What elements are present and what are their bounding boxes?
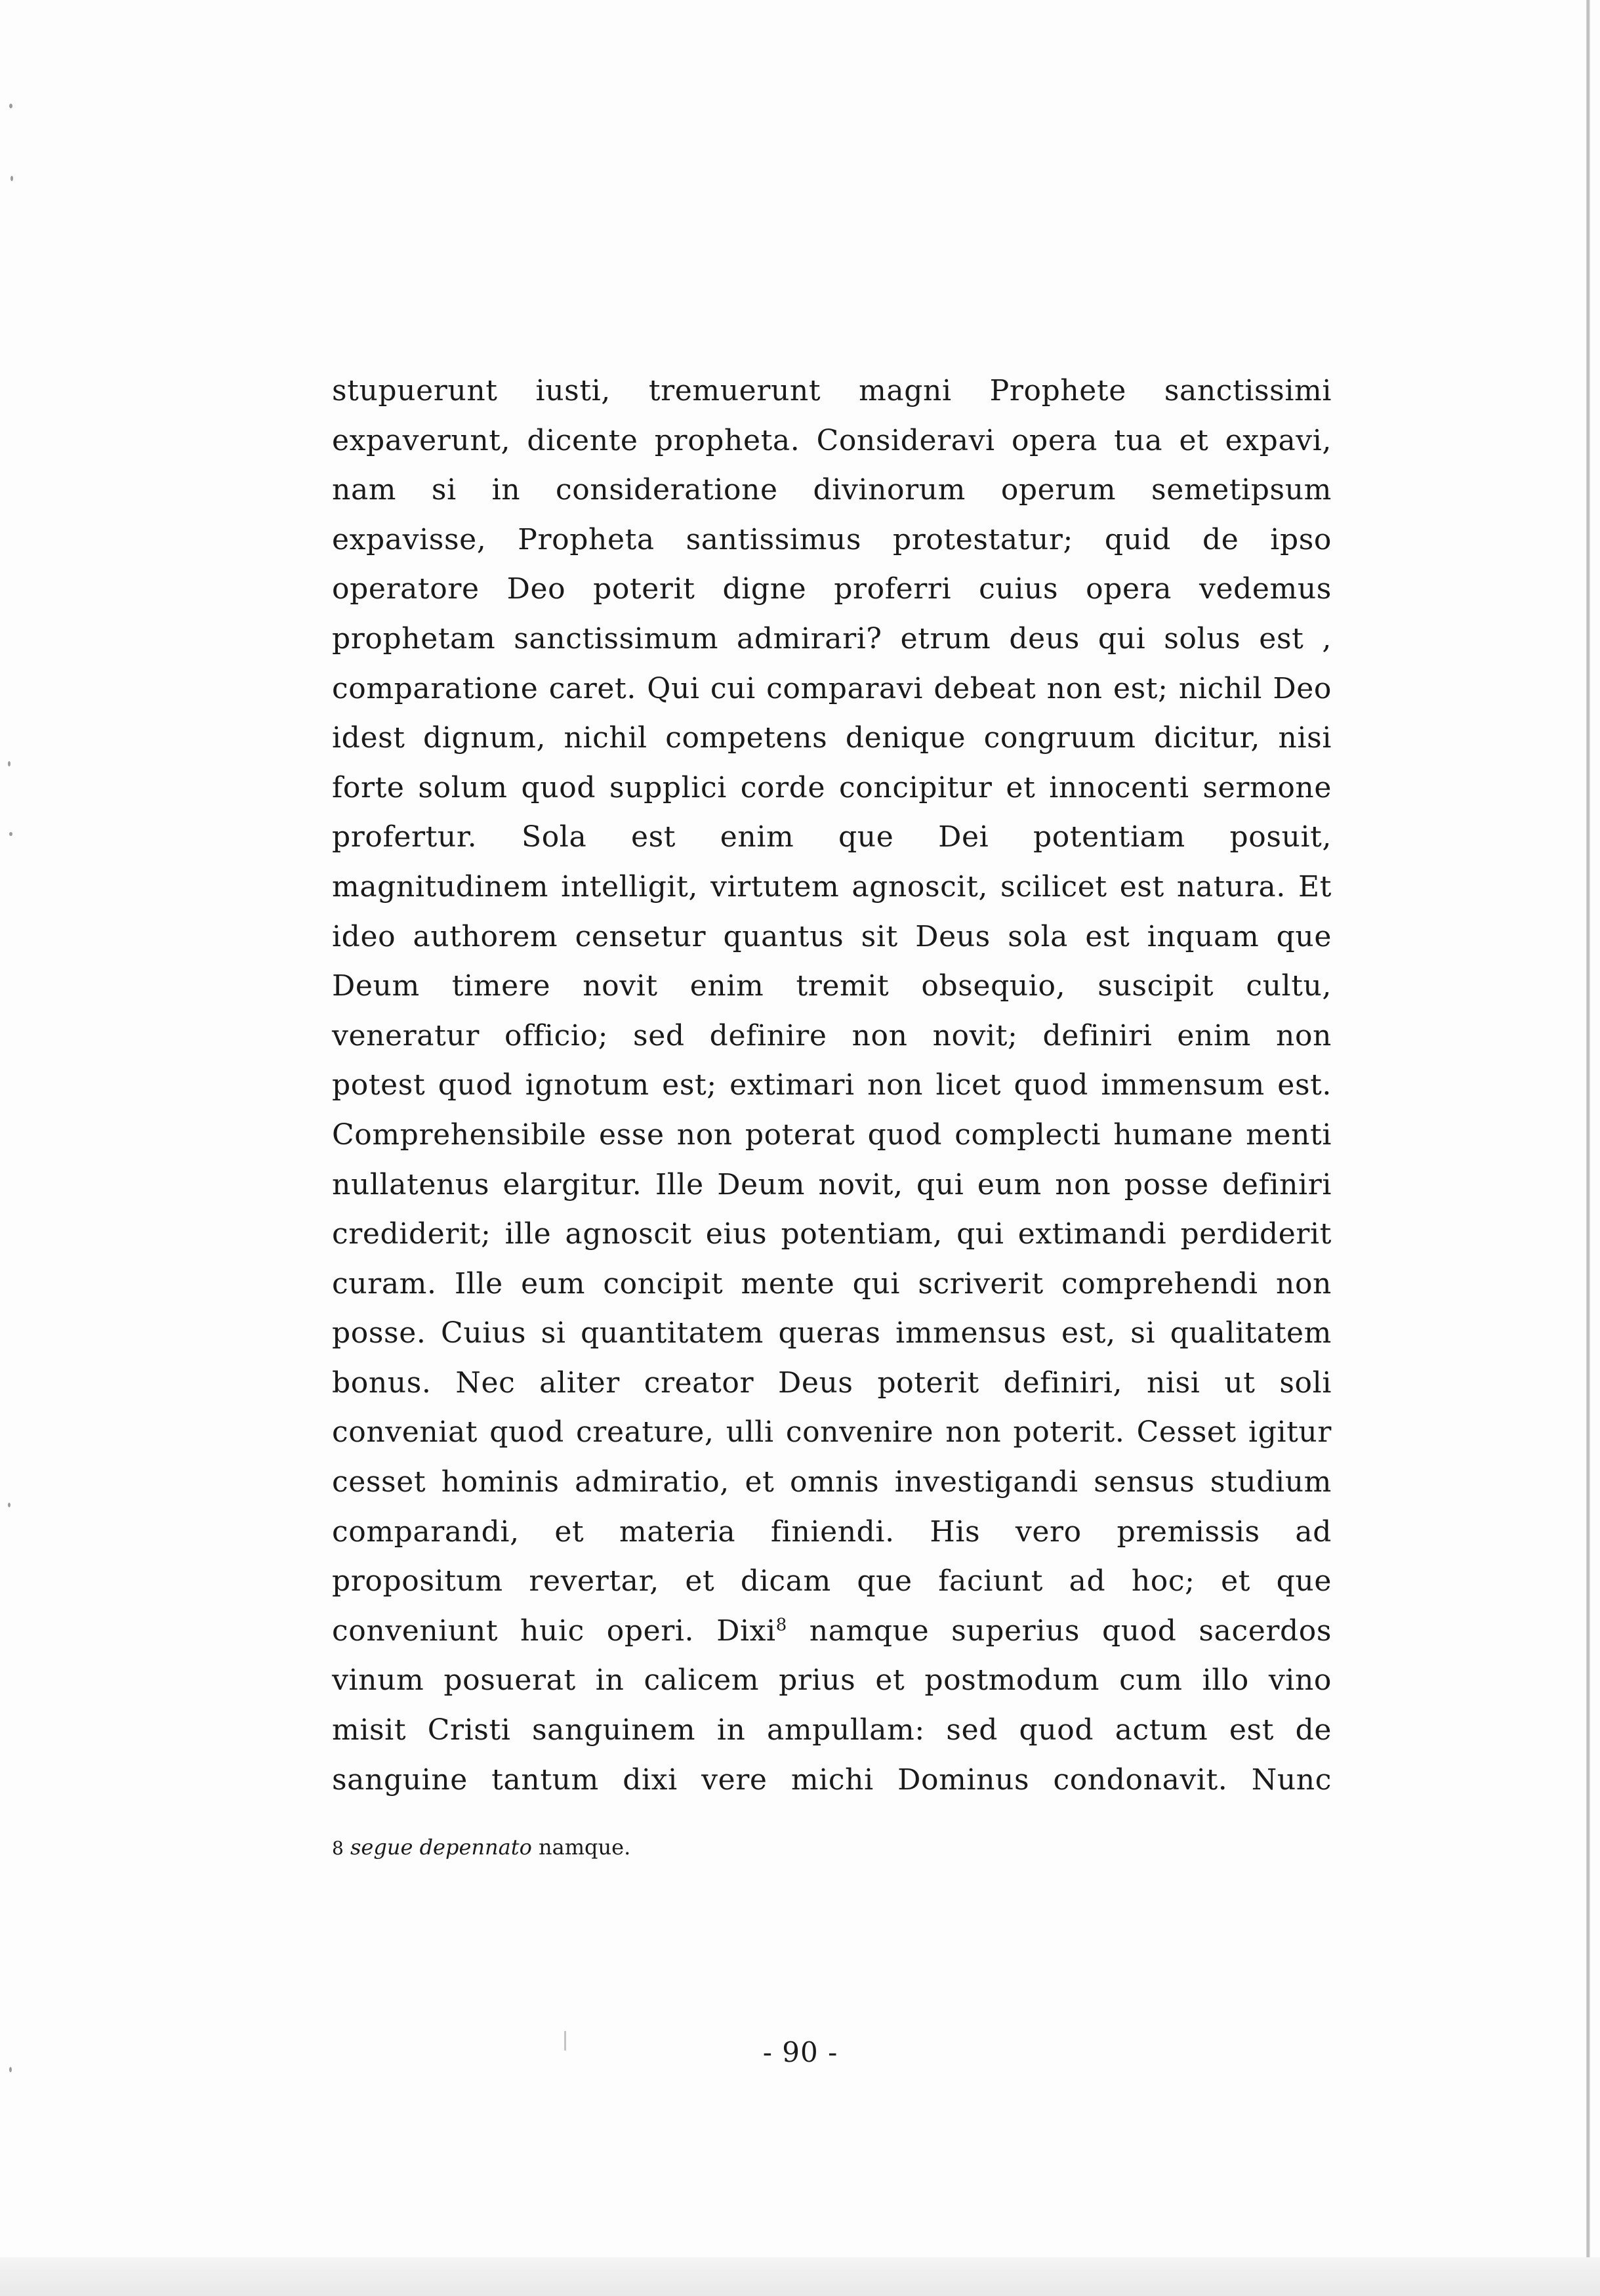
text-line: forte solum quod supplici corde concipitur et innocenti sermone — [332, 770, 1332, 804]
text-line: expaverunt, dicente propheta. Consideravi opera tua et expavi, — [332, 423, 1332, 457]
text-line: ideo authorem censetur quantus sit Deus sola est inquam que — [332, 919, 1332, 953]
footnote-text: namque. — [539, 1835, 631, 1860]
footnote-reference[interactable]: 8 — [775, 1615, 787, 1635]
text-line: potest quod ignotum est; extimari non licet quod immensum est. — [332, 1068, 1332, 1102]
footnote-marker: 8 — [332, 1837, 344, 1859]
text-line: bonus. Nec aliter creator Deus poterit definiri, nisi ut soli — [332, 1366, 1332, 1400]
text-line: comparandi, et materia finiendi. His vero premissis ad — [332, 1514, 1332, 1549]
text-line: prophetam sanctissimum admirari? etrum deus qui solus est , — [332, 621, 1332, 656]
page-bottom-margin — [0, 2257, 1600, 2296]
body-text — [332, 366, 1332, 1805]
text-line: crediderit; ille agnoscit eius potentiam, qui extimandi perdiderit — [332, 1217, 1332, 1251]
text-line: comparatione caret. Qui cui comparavi debeat non est; nichil Deo — [332, 671, 1332, 705]
text-line: nam si in consideratione divinorum operum semetipsum — [332, 473, 1332, 507]
scan-speck — [10, 176, 13, 181]
scan-speck — [8, 761, 10, 766]
scan-speck — [8, 1503, 10, 1507]
scan-speck — [9, 2067, 12, 2072]
text-line-start: conveniunt huic operi. — [332, 1614, 695, 1648]
text-line-word: Dixi — [716, 1614, 776, 1648]
text-line: profertur. Sola est enim que Dei potentiam posuit, — [332, 820, 1332, 854]
text-line: Comprehensibile esse non poterat quod complecti humane menti — [332, 1117, 1332, 1152]
text-line: magnitudinem intelligit, virtutem agnoscit, scilicet est natura. Et — [332, 869, 1332, 904]
text-line: operatore Deo poterit digne proferri cuius opera vedemus — [332, 572, 1332, 606]
footnote-italic-text: segue depennato — [350, 1835, 532, 1860]
text-line: nullatenus elargitur. Ille Deum novit, qui eum non posse definiri — [332, 1167, 1332, 1201]
text-line: misit Cristi sanguinem in ampullam: sed quod actum est de — [332, 1713, 1332, 1747]
text-line: posse. Cuius si quantitatem queras immensus est, si qualitatem — [332, 1316, 1332, 1350]
scan-speck — [9, 104, 12, 108]
scan-speck — [564, 2031, 566, 2051]
page-edge-shadow — [1586, 0, 1590, 2296]
text-line: Deum timere novit enim tremit obsequio, suscipit cultu, — [332, 969, 1332, 1003]
page-number: - 90 - — [762, 2036, 838, 2068]
footnote — [332, 1834, 1185, 1862]
text-line: idest dignum, nichil competens denique congruum dicitur, nisi — [332, 721, 1332, 755]
text-line: vinum posuerat in calicem prius et postmodum cum illo vino — [332, 1663, 1332, 1698]
text-line: sanguine tantum dixi vere michi Dominus condonavit. Nunc — [332, 1763, 1332, 1797]
scan-speck — [9, 832, 12, 836]
text-line: expavisse, Propheta santissimus protestatur; quid de ipso — [332, 522, 1332, 556]
text-line: conveniat quod creature, ulli convenire non poterit. Cesset igitur — [332, 1415, 1332, 1450]
text-line: cesset hominis admiratio, et omnis investigandi sensus studium — [332, 1465, 1332, 1499]
text-line-with-note — [332, 1606, 1332, 1656]
text-line: veneratur officio; sed definire non novit; definiri enim non — [332, 1018, 1332, 1053]
text-line: curam. Ille eum concipit mente qui scriverit comprehendi non — [332, 1266, 1332, 1301]
text-line: stupuerunt iusti, tremuerunt magni Prophete sanctissimi — [332, 374, 1332, 407]
text-line-end: namque superius quod sacerdos — [787, 1614, 1332, 1648]
text-line: propositum revertar, et dicam que faciunt ad hoc; et que — [332, 1564, 1332, 1598]
